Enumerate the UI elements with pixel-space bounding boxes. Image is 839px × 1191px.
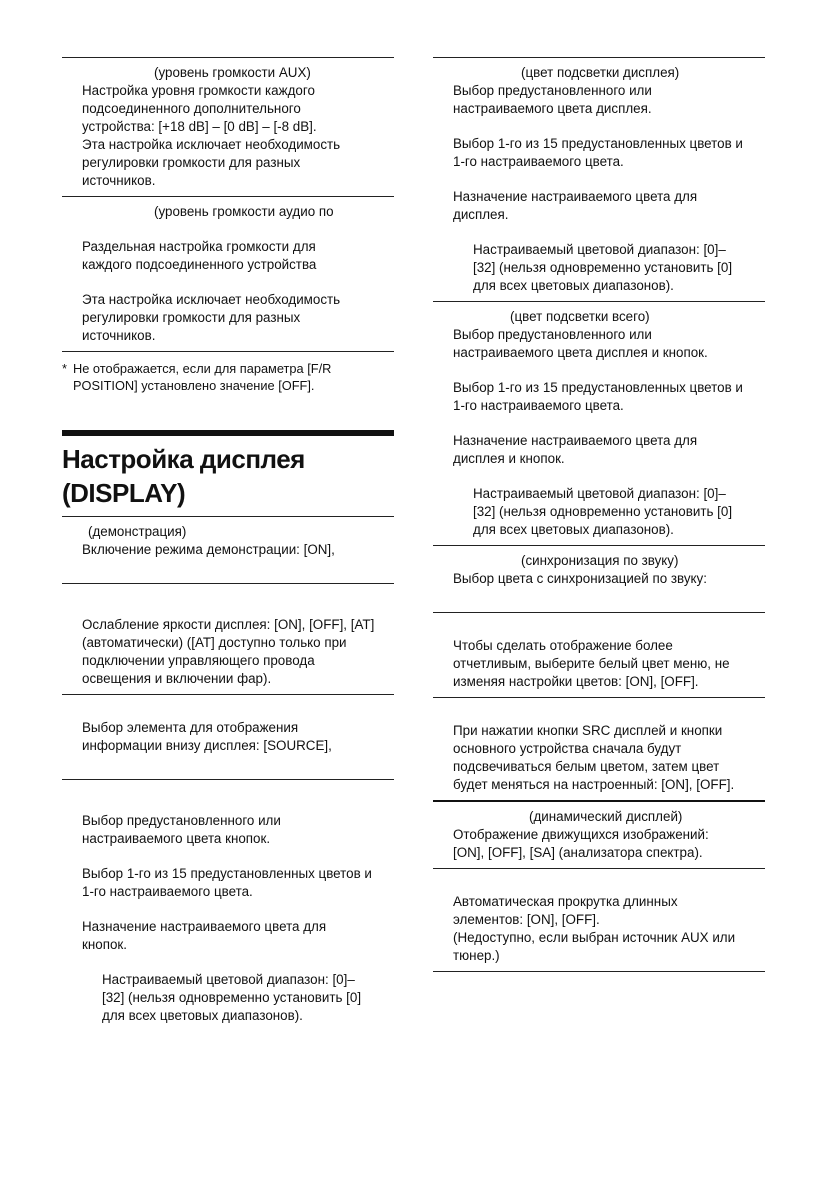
divider	[433, 971, 765, 972]
all-color-title: (цвет подсветки всего)	[510, 309, 650, 324]
text-line: Выбор элемента для отображения	[82, 720, 299, 735]
footnote-text	[73, 360, 394, 394]
text-line: Автоматическая прокрутка длинных	[453, 894, 678, 909]
text-line: устройства: [+18 dB] – [0 dB] – [-8 dB].	[82, 119, 317, 134]
demo-description	[62, 541, 394, 583]
text-line: регулировки громкости для разных	[82, 310, 301, 325]
text-line: Назначение настраиваемого цвета для	[82, 919, 327, 934]
text-line: Выбор цвета с синхронизацией по звуку:	[453, 571, 707, 586]
start-white-entry	[433, 697, 765, 800]
text-line: Выбор 1-го из 15 предустановленных цветов и	[82, 866, 372, 881]
start-white-description	[433, 722, 765, 800]
key-color-description	[62, 812, 394, 1031]
text-line: Раздельная настройка громкости для	[82, 239, 316, 254]
audio-volume-description	[62, 238, 394, 351]
text-line: (автоматически) ([AT] доступно только при	[82, 635, 347, 650]
right-column	[433, 57, 765, 972]
text-line: [32] (нельзя одновременно установить [0]	[473, 260, 733, 275]
dimmer-description	[62, 616, 394, 694]
text-line: настраиваемого цвета дисплея.	[453, 101, 652, 116]
text-line: Включение режима демонстрации: [ON],	[82, 542, 335, 557]
text-line: Выбор предустановленного или	[453, 83, 652, 98]
text-line: элементов: [ON], [OFF].	[453, 912, 600, 927]
aux-volume-entry	[62, 57, 394, 196]
white-menu-title	[433, 613, 765, 637]
key-color-title	[62, 780, 394, 804]
text-line: изменяя настройки цветов: [ON], [OFF].	[453, 674, 699, 689]
footnote-mark: *	[62, 361, 67, 376]
text-line: тюнер.)	[453, 948, 500, 963]
text-line: Отображение движущихся изображений:	[453, 827, 709, 842]
dimmer-title	[62, 584, 394, 608]
text-line: подсоединенного дополнительного	[82, 101, 301, 116]
dimmer-entry	[62, 583, 394, 694]
text-line: дисплея и кнопок.	[453, 451, 565, 466]
text-line: источников.	[82, 328, 156, 343]
text-line: для всех цветовых диапазонов).	[473, 522, 674, 537]
text-line: (Недоступно, если выбран источник AUX или	[453, 930, 736, 945]
white-menu-entry	[433, 612, 765, 697]
text-line: Ослабление яркости дисплея: [ON], [OFF], [AT]	[82, 617, 375, 632]
info-title	[62, 695, 394, 719]
left-column	[62, 57, 394, 1031]
text-line: каждого подсоединенного устройства	[82, 257, 317, 272]
auto-scroll-description	[433, 893, 765, 971]
text-line: для всех цветовых диапазонов).	[473, 278, 674, 293]
text-line: 1-го настраиваемого цвета.	[453, 398, 624, 413]
disp-color-title: (цвет подсветки дисплея)	[521, 65, 680, 80]
text-line: информации внизу дисплея: [SOURCE],	[82, 738, 332, 753]
key-color-entry	[62, 779, 394, 1031]
text-line: подсвечиваться белым цветом, затем цвет	[453, 759, 720, 774]
text-line: 1-го настраиваемого цвета.	[82, 884, 253, 899]
auto-disp-description	[433, 826, 765, 868]
text-line: для всех цветовых диапазонов).	[102, 1008, 303, 1023]
text-line: Эта настройка исключает необходимость	[82, 137, 341, 152]
text-line: Выбор предустановленного или	[453, 327, 652, 342]
auto-disp-title: (динамический дисплей)	[529, 809, 683, 824]
all-color-entry	[433, 301, 765, 545]
text-line: источников.	[82, 173, 156, 188]
white-menu-description	[433, 637, 765, 697]
text-line: дисплея.	[453, 207, 509, 222]
auto-disp-entry	[433, 800, 765, 868]
text-line: Выбор 1-го из 15 предустановленных цветов и	[453, 380, 743, 395]
text-line: Настраиваемый цветовой диапазон: [0]–	[473, 486, 726, 501]
footnote	[62, 360, 394, 394]
text-line: Настройка уровня громкости каждого	[82, 83, 315, 98]
snd-sync-description	[433, 570, 765, 612]
all-color-description	[433, 326, 765, 545]
info-entry	[62, 694, 394, 779]
text-line: При нажатии кнопки SRC дисплей и кнопки	[453, 723, 723, 738]
text-line: настраиваемого цвета кнопок.	[82, 831, 271, 846]
audio-volume-entry	[62, 196, 394, 351]
text-line: подключении управляющего провода	[82, 653, 315, 668]
text-line: Настраиваемый цветовой диапазон: [0]–	[102, 972, 355, 987]
section-title: Настройка дисплея (DISPLAY)	[62, 430, 394, 516]
text-line: отчетливым, выберите белый цвет меню, не	[453, 656, 730, 671]
text-line: Не отображается, если для параметра [F/R	[73, 361, 332, 376]
text-line: Настраиваемый цветовой диапазон: [0]–	[473, 242, 726, 257]
text-line: настраиваемого цвета дисплея и кнопок.	[453, 345, 708, 360]
text-line: Эта настройка исключает необходимость	[82, 292, 341, 307]
disp-color-entry	[433, 57, 765, 301]
divider	[62, 351, 394, 352]
aux-volume-title: (уровень громкости AUX)	[154, 65, 311, 80]
text-line: Выбор 1-го из 15 предустановленных цветов и	[453, 136, 743, 151]
auto-scroll-title	[433, 869, 765, 893]
text-line: [32] (нельзя одновременно установить [0]	[102, 990, 362, 1005]
start-white-title	[433, 698, 765, 722]
text-line: кнопок.	[82, 937, 127, 952]
snd-sync-title: (синхронизация по звуку)	[521, 553, 679, 568]
text-line: регулировки громкости для разных	[82, 155, 301, 170]
text-line: POSITION] установлено значение [OFF].	[73, 378, 315, 393]
info-description	[62, 719, 394, 779]
text-line: [ON], [OFF], [SA] (анализатора спектра).	[453, 845, 703, 860]
demo-title: (демонстрация)	[88, 524, 187, 539]
text-line: 1-го настраиваемого цвета.	[453, 154, 624, 169]
aux-volume-description	[62, 82, 394, 196]
text-line: Выбор предустановленного или	[82, 813, 281, 828]
text-line: Назначение настраиваемого цвета для	[453, 189, 698, 204]
disp-color-description	[433, 82, 765, 301]
snd-sync-entry	[433, 545, 765, 612]
text-line: [32] (нельзя одновременно установить [0]	[473, 504, 733, 519]
auto-scroll-entry	[433, 868, 765, 971]
text-line: Назначение настраиваемого цвета для	[453, 433, 698, 448]
text-line: основного устройства сначала будут	[453, 741, 682, 756]
text-line: будет меняться на настроенный: [ON], [OFF].	[453, 777, 735, 792]
audio-volume-title: (уровень громкости аудио по	[154, 204, 334, 219]
demo-entry	[62, 516, 394, 583]
text-line: Чтобы сделать отображение более	[453, 638, 673, 653]
text-line: освещения и включении фар).	[82, 671, 272, 686]
